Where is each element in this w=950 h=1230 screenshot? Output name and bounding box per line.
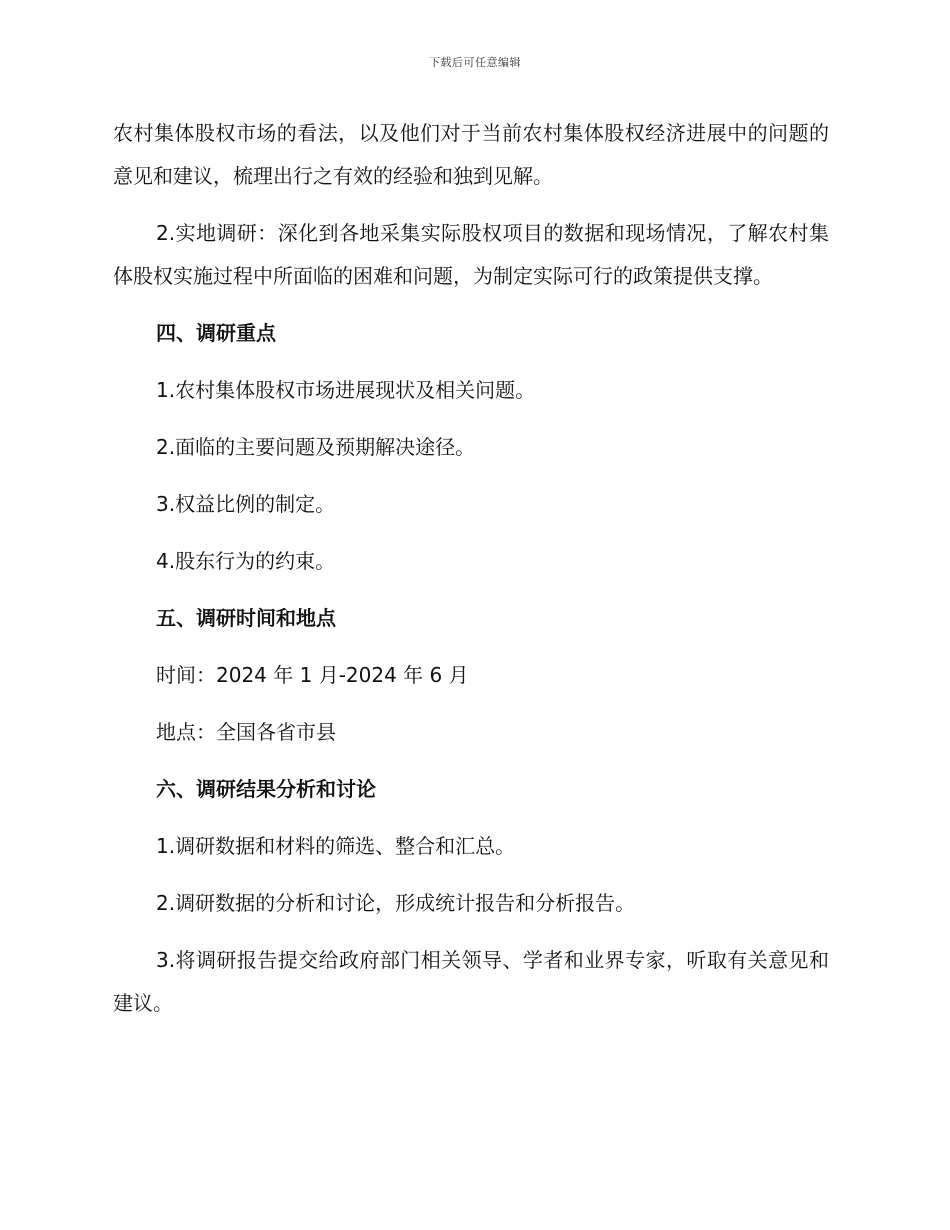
list-item: 1.调研数据和材料的筛选、整合和汇总。 (156, 834, 516, 858)
list-item: 3.权益比例的制定。 (156, 492, 336, 516)
list-item: 4.股东行为的约束。 (156, 549, 336, 573)
section-heading-key-points: 四、调研重点 (156, 321, 276, 345)
paragraph-field-survey: 2.实地调研：深化到各地采集实际股权项目的数据和现场情况，了解农村集体股权实施过程中所面临的困难和问题，为制定实际可行的政策提供支撑。 (113, 221, 829, 288)
page-header: 下载后可任意编辑 (429, 56, 521, 69)
list-item: 1.农村集体股权市场进展现状及相关问题。 (156, 378, 536, 402)
list-item: 3.将调研报告提交给政府部门相关领导、学者和业界专家，听取有关意见和建议。 (113, 948, 829, 1015)
list-item: 2.面临的主要问题及预期解决途径。 (156, 435, 476, 459)
list-item: 2.调研数据的分析和讨论，形成统计报告和分析报告。 (156, 891, 636, 915)
section-heading-analysis: 六、调研结果分析和讨论 (156, 777, 376, 801)
survey-time: 时间：2024 年 1 月-2024 年 6 月 (156, 663, 469, 687)
paragraph-continued: 农村集体股权市场的看法，以及他们对于当前农村集体股权经济进展中的问题的意见和建议，梳理出行之有效的经验和独到见解。 (113, 121, 829, 188)
section-heading-time-place: 五、调研时间和地点 (156, 606, 336, 630)
document-body (113, 112, 829, 1025)
survey-place: 地点：全国各省市县 (156, 720, 336, 744)
